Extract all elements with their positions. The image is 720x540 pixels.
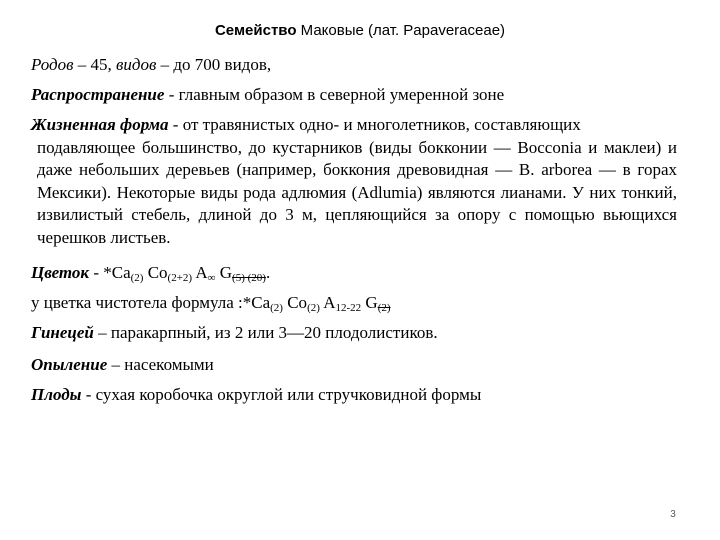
- page-number: 3: [670, 509, 676, 520]
- flower-dash: -: [89, 263, 104, 282]
- fruits-line: [31, 384, 481, 406]
- fruits-label: Плоды: [31, 385, 82, 404]
- fruits-text: - сухая коробочка округлой или стручковидной формы: [81, 385, 482, 404]
- celandine-ca: *Ca: [242, 293, 271, 312]
- flower-co: Co: [143, 263, 168, 282]
- celandine-ca-sub: (2): [270, 302, 283, 314]
- genera-label: Родов: [31, 55, 74, 74]
- flower-end: .: [265, 263, 271, 282]
- life-form-text: подавляющее большинство, до кустарников (виды бокконии — Bocconia и маклеи) и даже небольших деревьев (например, боккония древовидная — B. arborea — в горах Мексики). Некоторые виды рода адлюмия (Adlumia) являются лианами. У них тонкий, извилистый стебель, длиной до 3 м, цепляющийся за опору с помощью вьющихся черешков листьев.: [37, 137, 677, 247]
- life-form-label: Жизненная форма: [31, 115, 169, 134]
- species-label: видов: [116, 55, 157, 74]
- pollination-text: – насекомыми: [107, 355, 214, 374]
- celandine-text: у цветка чистотела формула :: [31, 293, 243, 312]
- life-form-first-line: - от травянистых одно- и многолетников, составляющих: [168, 115, 581, 134]
- distribution-label: Распространение: [31, 85, 165, 104]
- pollination-label: Опыление: [31, 355, 108, 374]
- species-count: – до 700 видов,: [156, 55, 272, 74]
- celandine-g: G: [361, 293, 378, 312]
- celandine-a-sub: 12-22: [335, 302, 362, 314]
- genera-count: – 45,: [73, 55, 117, 74]
- flower-a-sub: ∞: [207, 272, 216, 284]
- celandine-co-sub: (2): [307, 302, 320, 314]
- flower-ca: *Ca: [103, 263, 131, 282]
- celandine-co: Co: [282, 293, 308, 312]
- gynoecium-line: [31, 322, 438, 344]
- title-rest: Маковые (лат. Papaveraceae): [300, 22, 506, 39]
- distribution-text: - главным образом в северной умеренной зоне: [164, 85, 505, 104]
- title-bold: Семейство: [214, 22, 297, 39]
- pollination-line: [31, 354, 214, 376]
- flower-g-sub: (5): [232, 272, 245, 284]
- flower-ca-sub: (2): [130, 272, 144, 284]
- life-form-paragraph: [31, 114, 677, 250]
- gynoecium-text: – паракарпный, из 2 или 3—20 плодолистиков.: [93, 323, 438, 342]
- gynoecium-label: Гинецей: [31, 323, 94, 342]
- flower-co-sub: (2+2): [167, 272, 193, 284]
- flower-g-sub2: (20): [244, 272, 266, 284]
- flower-g: G: [215, 263, 233, 282]
- distribution-line: [31, 84, 504, 106]
- flower-label: Цветок: [31, 263, 90, 282]
- celandine-formula-line: [31, 292, 391, 314]
- flower-a: A: [192, 263, 208, 282]
- celandine-g-sub: (2): [377, 302, 391, 314]
- slide-title: [0, 22, 720, 39]
- genera-species-line: [31, 54, 271, 76]
- flower-formula-line: [31, 262, 270, 284]
- celandine-a: A: [319, 293, 336, 312]
